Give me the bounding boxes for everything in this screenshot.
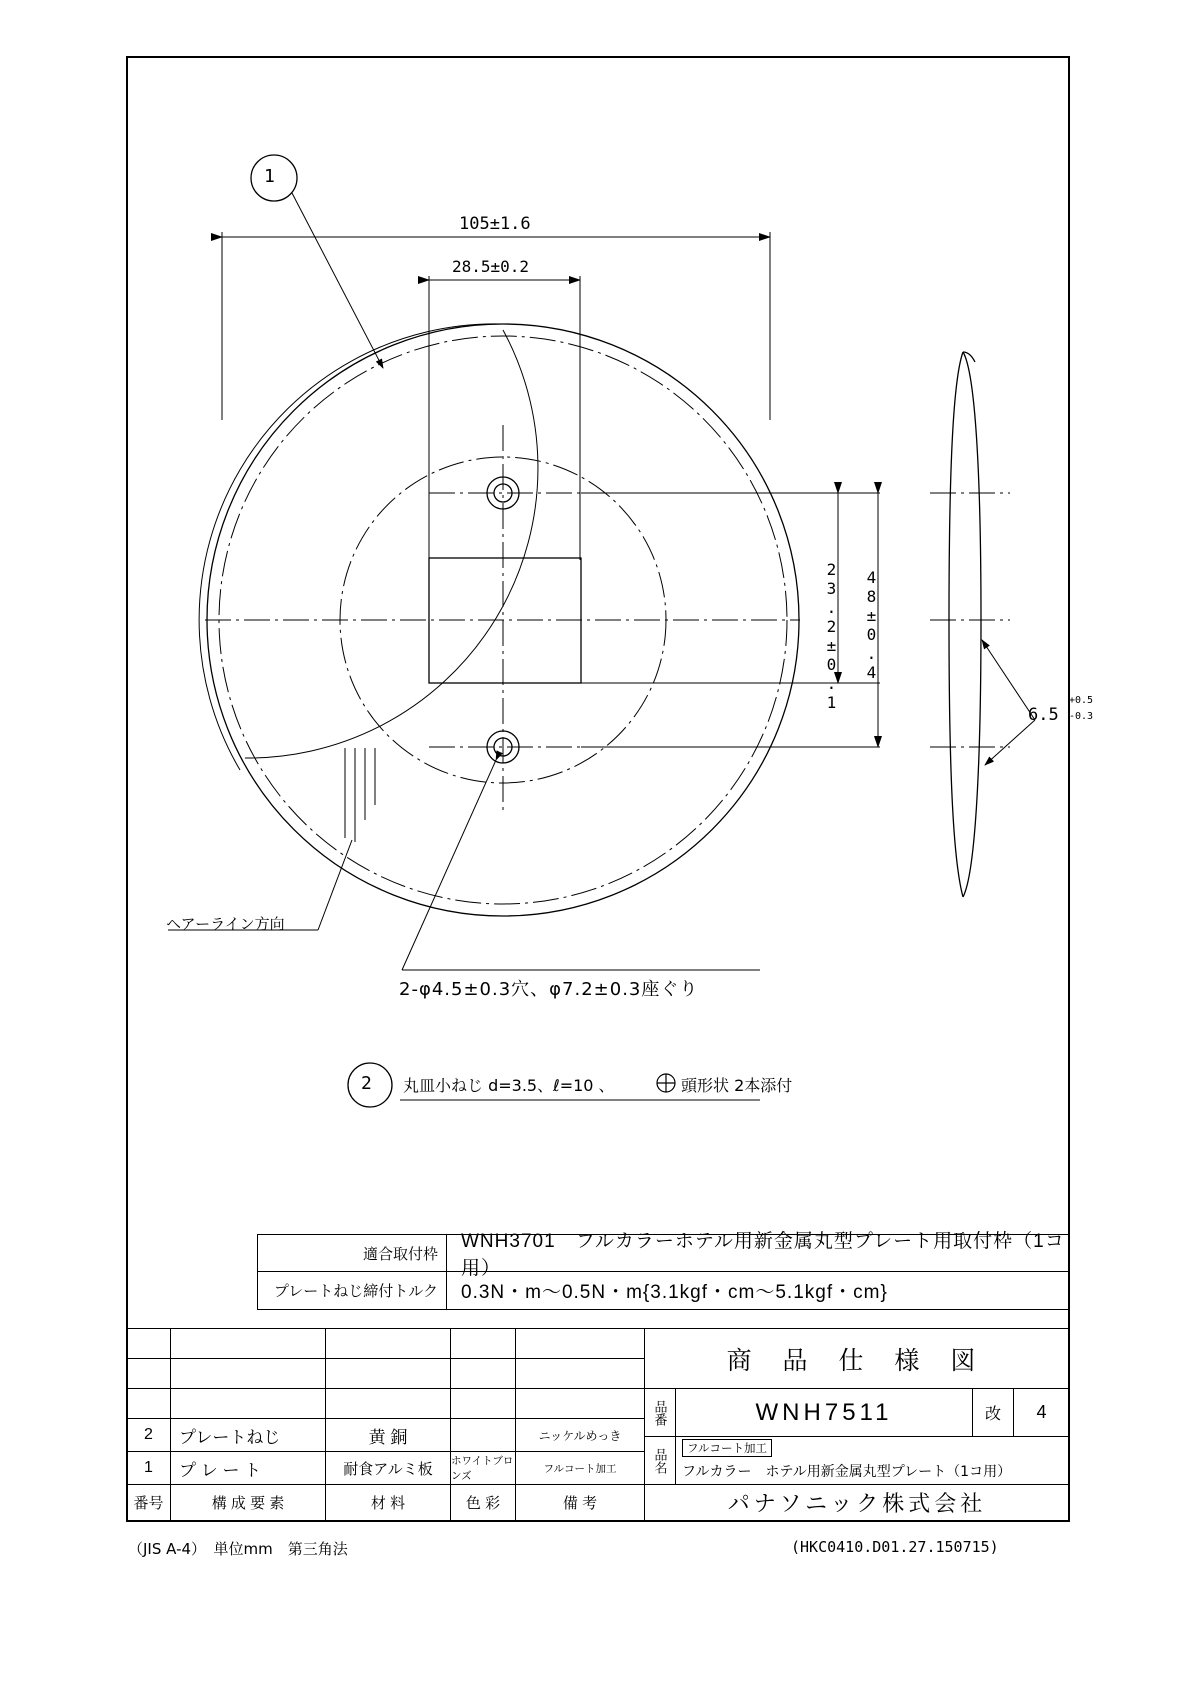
- parts-blank-r2c2: [325, 1388, 451, 1419]
- parts-header-material: 材 料: [325, 1484, 451, 1521]
- dim-thickness-leader: [982, 640, 1035, 765]
- note-screw-tail: 頭形状 2本添付: [681, 1076, 793, 1095]
- product-name-label: [644, 1436, 676, 1485]
- title-block-title: 商 品 仕 様 図: [644, 1328, 1070, 1389]
- cross-recess-icon: [655, 1072, 677, 1094]
- hairline-hatch: [168, 748, 375, 930]
- footer-left: （JIS A-4） 単位mm 第三角法: [128, 1540, 348, 1558]
- spec-row-0-label: 適合取付枠: [257, 1234, 447, 1272]
- parts-blank-r2c3: [450, 1388, 516, 1419]
- spec-row-1-value: 0.3N・m～0.5N・m{3.1kgf・cm～5.1kgf・cm}: [446, 1271, 1070, 1310]
- balloon-1-leader: [292, 193, 383, 368]
- parts-blank-r2c1: [170, 1388, 326, 1419]
- dim-label-inner-vertical: 23.2±0.1: [822, 560, 841, 712]
- model-number-label: [644, 1388, 676, 1437]
- parts-blank-r0c3: [450, 1328, 516, 1359]
- parts-row-2-no: 2: [126, 1418, 171, 1452]
- balloon-1-label: 1: [264, 166, 275, 187]
- dim-label-outer-diameter: 105±1.6: [459, 214, 531, 234]
- product-name-value: フルカラー ホテル用新金属丸型プレート（1コ用）: [682, 1464, 1012, 1480]
- parts-blank-r2c4: [515, 1388, 645, 1419]
- parts-blank-r0c4: [515, 1328, 645, 1359]
- revision-label: 改: [972, 1388, 1014, 1437]
- parts-blank-r1c2: [325, 1358, 451, 1389]
- parts-blank-r0c1: [170, 1328, 326, 1359]
- title-block: [126, 1328, 1070, 1522]
- dim-label-outer-vertical: 48±0.4: [862, 568, 881, 682]
- parts-row-1-color: ホワイトブロンズ: [450, 1451, 516, 1485]
- company-name: パナソニック株式会社: [644, 1484, 1070, 1521]
- model-number-label-text: 品番: [652, 1399, 668, 1426]
- parts-blank-r0c2: [325, 1328, 451, 1359]
- product-name-cell: [675, 1436, 1070, 1485]
- product-name-label-text: 品名: [652, 1447, 668, 1474]
- parts-blank-r1c3: [450, 1358, 516, 1389]
- note-screw: 丸皿小ねじ d=3.5、ℓ=10 、: [403, 1076, 615, 1095]
- note-holes: 2-φ4.5±0.3穴、φ7.2±0.3座ぐり: [399, 979, 699, 1000]
- parts-row-2-component: プレートねじ: [170, 1418, 326, 1452]
- footer-right: (HKC0410.D01.27.150715): [791, 1538, 999, 1556]
- parts-row-1-remarks: フルコート加工: [515, 1451, 645, 1485]
- parts-blank-r1c0: [126, 1358, 171, 1389]
- spec-row-0-value: WNH3701 フルカラーホテル用新金属丸型プレート用取付枠（1コ用）: [446, 1234, 1070, 1272]
- parts-row-1-component: プ レ ー ト: [170, 1451, 326, 1485]
- dim-label-thickness-tol-lower: -0.3: [1069, 711, 1094, 722]
- parts-header-remarks: 備 考: [515, 1484, 645, 1521]
- parts-row-2-material: 黄 銅: [325, 1418, 451, 1452]
- full-coat-badge: フルコート加工: [682, 1439, 772, 1457]
- dim-label-hole-pitch: 28.5±0.2: [452, 257, 530, 276]
- dim-28_5: [429, 276, 580, 560]
- parts-row-2-color: [450, 1418, 516, 1452]
- parts-header-component: 構 成 要 素: [170, 1484, 326, 1521]
- spec-row-1-label: プレートねじ締付トルク: [257, 1271, 447, 1310]
- parts-blank-r0c0: [126, 1328, 171, 1359]
- dim-label-thickness-tol-upper: +0.5: [1069, 695, 1094, 706]
- parts-row-2-remarks: ニッケルめっき: [515, 1418, 645, 1452]
- side-view: [949, 352, 981, 897]
- parts-blank-r2c0: [126, 1388, 171, 1419]
- parts-header-color: 色 彩: [450, 1484, 516, 1521]
- side-view-center-lines: [930, 493, 1010, 747]
- hole-note-leader: [402, 760, 760, 970]
- parts-row-1-no: 1: [126, 1451, 171, 1485]
- parts-header-no: 番号: [126, 1484, 171, 1521]
- note-hairline: ヘアーライン方向: [166, 915, 285, 933]
- spec-table: [257, 1231, 1070, 1310]
- model-number-value: WNH7511: [675, 1388, 973, 1437]
- revision-value: 4: [1013, 1388, 1070, 1437]
- parts-blank-r1c1: [170, 1358, 326, 1389]
- dim-label-thickness: 6.5: [1028, 705, 1059, 725]
- parts-row-1-material: 耐食アルミ板: [325, 1451, 451, 1485]
- parts-blank-r1c4: [515, 1358, 645, 1389]
- balloon-2-label: 2: [361, 1073, 372, 1094]
